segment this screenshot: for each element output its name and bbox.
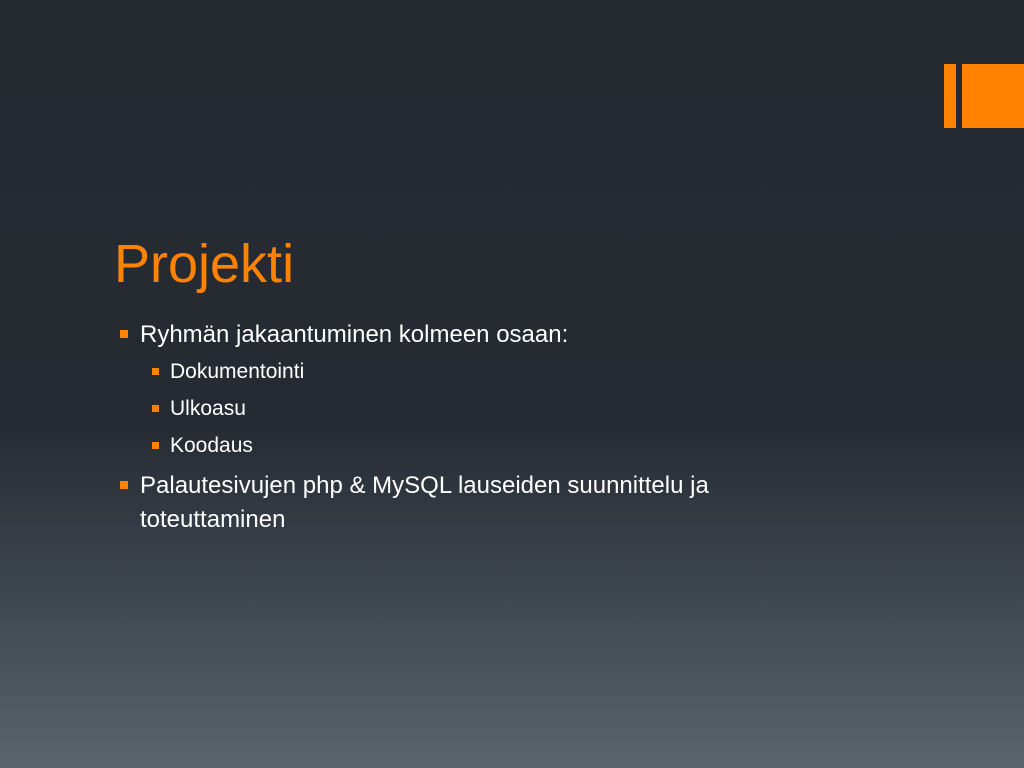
list-item-text: Palautesivujen php & MySQL lauseiden suunnittelu ja toteuttaminen xyxy=(140,472,709,533)
bullet-list xyxy=(118,318,838,537)
slide-title: Projekti xyxy=(114,234,295,294)
list-item xyxy=(118,469,838,537)
list-item xyxy=(118,427,838,464)
list-item-text: Ulkoasu xyxy=(170,397,246,420)
list-item-text: Koodaus xyxy=(170,434,253,457)
square-bullet-icon xyxy=(152,405,159,412)
square-bullet-icon xyxy=(120,330,128,338)
list-item xyxy=(118,318,838,352)
accent-bar-thin xyxy=(944,64,956,128)
square-bullet-icon xyxy=(120,481,128,489)
square-bullet-icon xyxy=(152,368,159,375)
list-item xyxy=(118,390,838,427)
square-bullet-icon xyxy=(152,442,159,449)
list-item xyxy=(118,353,838,390)
list-item-text: Ryhmän jakaantuminen kolmeen osaan: xyxy=(140,321,569,348)
accent-bar-thick xyxy=(962,64,1024,128)
list-item-text: Dokumentointi xyxy=(170,360,305,383)
